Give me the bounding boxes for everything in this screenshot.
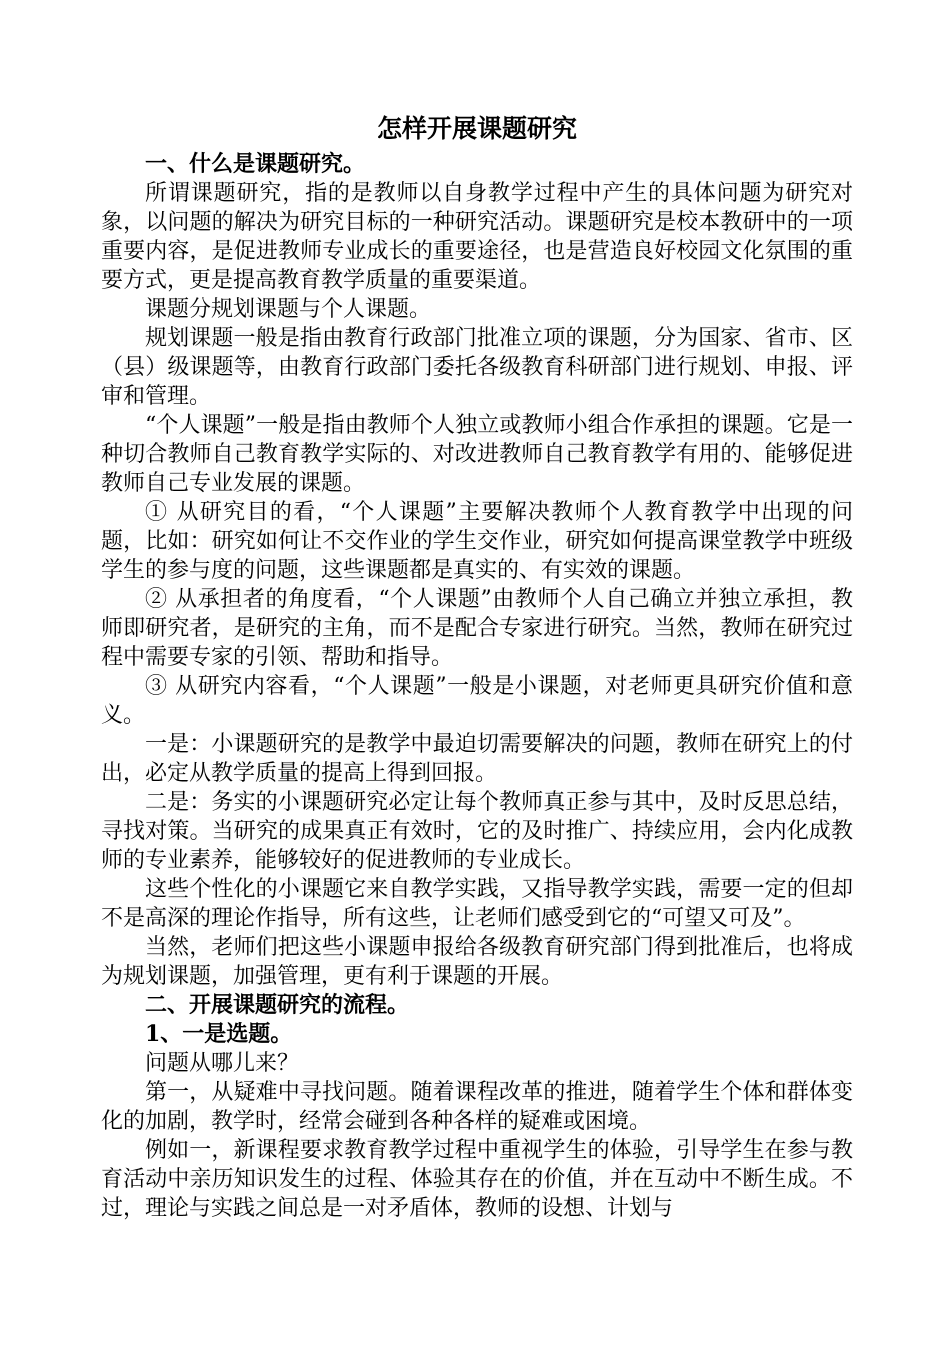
body-paragraph: 例如一，新课程要求教育教学过程中重视学生的体验，引导学生在参与教育活动中亲历知识发生的过程、体验其存在的价值，并在互动中不断生成。不过，理论与实践之间总是一对矛盾体，教师的设想、计划与 bbox=[101, 1138, 853, 1221]
body-paragraph: 课题分规划课题与个人课题。 bbox=[145, 297, 432, 322]
body-paragraph: ① 从研究目的看，“个人课题”主要解决教师个人教育教学中出现的问题，比如：研究如何让不交作业的学生交作业，研究如何提高课堂教学中班级学生的参与度的问题，这些课题都是真实的、有实效的课题。 bbox=[101, 500, 853, 583]
section-heading: 1、一是选题。 bbox=[145, 1021, 293, 1047]
document-title: 怎样开展课题研究 bbox=[376, 114, 577, 143]
body-paragraph: ③ 从研究内容看，“个人课题”一般是小课题，对老师更具研究价值和意义。 bbox=[101, 674, 853, 728]
body-paragraph: 这些个性化的小课题它来自教学实践，又指导教学实践，需要一定的但却不是高深的理论作指导，所有这些，让老师们感受到它的“可望又可及”。 bbox=[101, 877, 853, 931]
body-paragraph: 所谓课题研究，指的是教师以自身教学过程中产生的具体问题为研究对象，以问题的解决为研究目标的一种研究活动。课题研究是校本教研中的一项重要内容，是促进教师专业成长的重要途径，也是营造良好校园文化氛围的重要方式，更是提高教育教学质量的重要渠道。 bbox=[101, 181, 853, 293]
body-paragraph: 二是：务实的小课题研究必定让每个教师真正参与其中，及时反思总结，寻找对策。当研究的成果真正有效时，它的及时推广、持续应用，会内化成教师的专业素养，能够较好的促进教师的专业成长。 bbox=[101, 790, 853, 873]
document-page bbox=[101, 112, 853, 1223]
body-paragraph: 规划课题一般是指由教育行政部门批准立项的课题，分为国家、省市、区（县）级课题等，由教育行政部门委托各级教育科研部门进行规划、申报、评审和管理。 bbox=[101, 326, 853, 409]
body-paragraph: ② 从承担者的角度看，“个人课题”由教师个人自己确立并独立承担，教师即研究者，是研究的主角，而不是配合专家进行研究。当然，教师在研究过程中需要专家的引领、帮助和指导。 bbox=[101, 587, 853, 670]
body-paragraph: 第一，从疑难中寻找问题。随着课程改革的推进，随着学生个体和群体变化的加剧，教学时，经常会碰到各种各样的疑难或困境。 bbox=[101, 1080, 853, 1134]
body-paragraph: “个人课题”一般是指由教师个人独立或教师小组合作承担的课题。它是一种切合教师自己教育教学实际的、对改进教师自己教育教学有用的、能够促进教师自己专业发展的课题。 bbox=[101, 413, 853, 496]
section-heading: 二、开展课题研究的流程。 bbox=[145, 992, 410, 1018]
body-paragraph: 当然，老师们把这些小课题申报给各级教育研究部门得到批准后，也将成为规划课题，加强管理，更有利于课题的开展。 bbox=[101, 935, 853, 989]
body-paragraph: 一是：小课题研究的是教学中最迫切需要解决的问题，教师在研究上的付出，必定从教学质量的提高上得到回报。 bbox=[101, 732, 853, 786]
body-paragraph: 问题从哪儿来？ bbox=[145, 1051, 300, 1076]
document-body bbox=[101, 150, 853, 1223]
section-heading: 一、什么是课题研究。 bbox=[145, 151, 366, 177]
